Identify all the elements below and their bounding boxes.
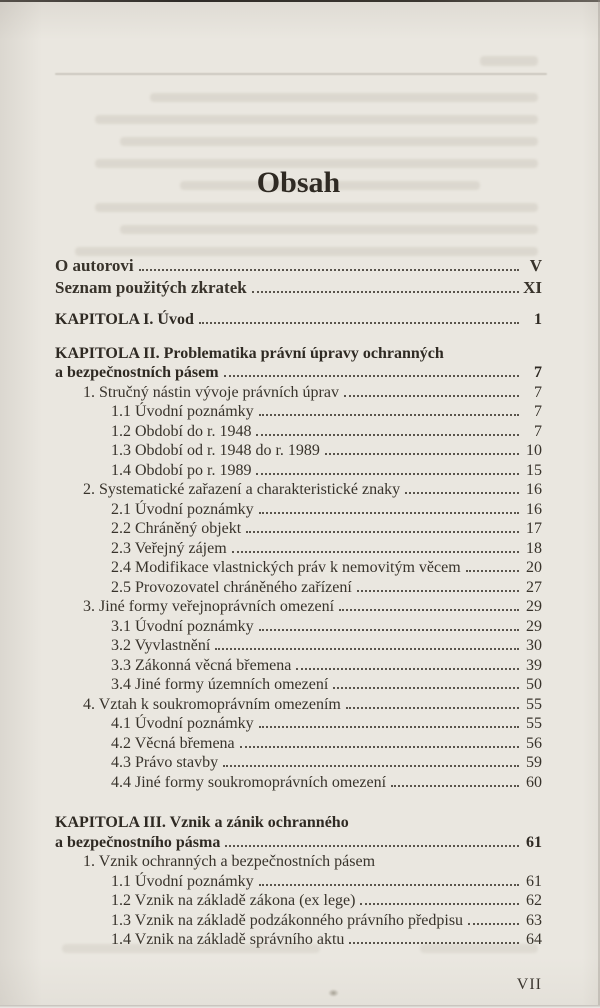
toc-entry-page: 1 bbox=[534, 311, 542, 328]
toc-entry-page: 7 bbox=[534, 403, 542, 420]
toc-entry-label: 3.3 Zákonná věcná břemena bbox=[111, 656, 292, 674]
toc-entry bbox=[55, 519, 542, 539]
dot-leader bbox=[391, 785, 519, 787]
toc-entry bbox=[55, 930, 542, 950]
toc-entry bbox=[55, 383, 542, 403]
dot-leader bbox=[256, 434, 519, 436]
dot-leader bbox=[346, 707, 519, 709]
dot-leader bbox=[223, 765, 519, 767]
dot-leader bbox=[296, 668, 519, 670]
dot-leader bbox=[259, 512, 519, 514]
dot-leader bbox=[240, 746, 519, 748]
toc-entry bbox=[55, 714, 542, 734]
toc-entry-label: 1.4 Vznik na základě správního aktu bbox=[111, 931, 345, 948]
toc-entry bbox=[55, 480, 542, 500]
dot-leader bbox=[256, 473, 519, 475]
toc-entry-page: 7 bbox=[534, 422, 542, 440]
dot-leader bbox=[357, 590, 519, 592]
toc-entry-page: 39 bbox=[526, 656, 542, 674]
dot-leader bbox=[215, 648, 519, 650]
toc-entry-label: 4.1 Úvodní poznámky bbox=[111, 715, 254, 732]
toc-entry-list bbox=[55, 310, 542, 950]
dot-leader bbox=[344, 395, 519, 397]
toc-entry bbox=[55, 558, 542, 578]
dot-leader bbox=[139, 269, 519, 271]
toc-entry-label: O autorovi bbox=[55, 256, 134, 275]
toc-entry-page: 17 bbox=[526, 520, 542, 537]
toc-entry bbox=[55, 833, 542, 853]
toc-entry-page: 63 bbox=[526, 911, 542, 929]
toc-entry-page: 16 bbox=[526, 500, 542, 518]
toc-entry-label: 1. Stručný nástin vývoje právních úprav bbox=[83, 383, 339, 401]
toc-entry bbox=[55, 363, 542, 383]
toc-entry bbox=[55, 813, 542, 833]
toc-entry-page: 7 bbox=[534, 383, 542, 401]
toc-entry bbox=[55, 500, 542, 520]
toc-entry-page: 7 bbox=[534, 364, 542, 381]
dot-leader bbox=[349, 942, 519, 944]
toc-entry bbox=[55, 461, 542, 481]
toc-entry bbox=[55, 422, 542, 442]
toc-entry bbox=[55, 753, 542, 773]
toc-entry-page: V bbox=[529, 256, 542, 275]
toc-entry bbox=[55, 695, 542, 715]
toc-entry bbox=[55, 441, 542, 461]
page-number: VII bbox=[516, 975, 542, 993]
toc-entry-label: 1.3 Období od r. 1948 do r. 1989 bbox=[111, 442, 320, 459]
toc-entry-page: 50 bbox=[526, 676, 542, 693]
toc-entry bbox=[55, 578, 542, 598]
toc-entry-label: 4.4 Jiné formy soukromoprávních omezení bbox=[111, 773, 387, 791]
toc-entry-label: 2.1 Úvodní poznámky bbox=[111, 500, 254, 518]
toc-entry-page: 18 bbox=[526, 539, 542, 557]
dot-leader bbox=[466, 570, 519, 572]
toc-entry-label: 4. Vztah k soukromoprávním omezením bbox=[83, 695, 341, 713]
toc-entry-page: 55 bbox=[526, 715, 542, 732]
toc-entry bbox=[55, 773, 542, 793]
toc-entry-page: 15 bbox=[526, 461, 542, 479]
page-title: Obsah bbox=[256, 166, 341, 199]
dot-leader bbox=[259, 884, 519, 886]
dot-leader bbox=[259, 726, 519, 728]
toc-entry bbox=[55, 891, 542, 911]
toc-entry-page: 64 bbox=[526, 931, 542, 948]
toc-entry-label: 1.2 Vznik na základě zákona (ex lege) bbox=[111, 892, 356, 909]
toc-entry bbox=[55, 656, 542, 676]
toc-entry-label: 1.1 Úvodní poznámky bbox=[111, 403, 254, 420]
toc-entry-page: 29 bbox=[526, 598, 542, 615]
toc-entry-label: 4.3 Právo stavby bbox=[111, 754, 219, 771]
toc-entry-page: 61 bbox=[526, 833, 542, 851]
toc-entry-page: 16 bbox=[526, 481, 542, 498]
toc-entry bbox=[55, 402, 542, 422]
toc-entry-label: 1. Vznik ochranných a bezpečnostních pásem bbox=[83, 853, 376, 870]
toc-entry-page: 62 bbox=[526, 892, 542, 909]
dot-leader bbox=[199, 322, 519, 324]
toc-entry-label: 1.1 Úvodní poznámky bbox=[111, 872, 254, 890]
toc-entry bbox=[55, 310, 542, 330]
front-matter-list bbox=[55, 255, 542, 299]
toc-entry-label: a bezpečnostních pásem bbox=[55, 364, 219, 381]
toc-entry-page: 27 bbox=[526, 578, 542, 596]
toc-entry-label: Seznam použitých zkratek bbox=[55, 278, 247, 297]
dot-leader bbox=[333, 687, 519, 689]
toc-entry-label: 2.2 Chráněný objekt bbox=[111, 520, 242, 537]
toc-entry bbox=[55, 255, 542, 277]
toc-entry-label: 1.4 Období po r. 1989 bbox=[111, 461, 252, 479]
toc-entry-page: 56 bbox=[526, 734, 542, 752]
dot-leader bbox=[232, 551, 519, 553]
toc-entry bbox=[55, 872, 542, 892]
toc-entry-label: KAPITOLA I. Úvod bbox=[55, 311, 194, 328]
dot-leader bbox=[360, 903, 519, 905]
toc-entry bbox=[55, 539, 542, 559]
toc-entry-page: XI bbox=[523, 278, 542, 297]
toc-entry-page: 60 bbox=[526, 773, 542, 791]
toc-entry-label: KAPITOLA II. Problematika právní úpravy ochranných bbox=[55, 344, 444, 362]
toc-entry-page: 29 bbox=[526, 617, 542, 635]
dot-leader bbox=[224, 375, 519, 377]
toc-entry-label: a bezpečnostního pásma bbox=[55, 833, 221, 851]
toc-entry bbox=[55, 911, 542, 931]
dot-leader bbox=[259, 414, 519, 416]
toc-entry-label: 3.4 Jiné formy územních omezení bbox=[111, 676, 329, 693]
toc-entry bbox=[55, 597, 542, 617]
dot-leader bbox=[325, 453, 519, 455]
toc-entry-label: 1.2 Období do r. 1948 bbox=[111, 422, 252, 440]
dot-leader bbox=[339, 609, 519, 611]
dot-leader bbox=[246, 531, 519, 533]
toc-entry-label: 3.2 Vyvlastnění bbox=[111, 637, 211, 654]
toc-entry-label: 2. Systematické zařazení a charakteristické znaky bbox=[83, 481, 401, 498]
toc-entry-label: 3. Jiné formy veřejnoprávních omezení bbox=[83, 598, 335, 615]
toc-entry-page: 30 bbox=[526, 637, 542, 654]
toc-entry-page: 10 bbox=[526, 442, 542, 459]
toc-entry-label: 2.5 Provozovatel chráněného zařízení bbox=[111, 578, 352, 596]
toc-entry-page: 55 bbox=[526, 695, 542, 713]
dot-leader bbox=[252, 291, 519, 293]
toc-entry-page: 59 bbox=[526, 754, 542, 771]
toc-entry-label: 3.1 Úvodní poznámky bbox=[111, 617, 254, 635]
dot-leader bbox=[468, 923, 519, 925]
toc-entry-label: 2.3 Veřejný zájem bbox=[111, 539, 227, 557]
dot-leader bbox=[225, 845, 519, 847]
toc-entry bbox=[55, 277, 542, 299]
toc-entry bbox=[55, 636, 542, 656]
toc-entry-label: 1.3 Vznik na základě podzákonného právního předpisu bbox=[111, 911, 464, 929]
toc-entry-page: 61 bbox=[526, 872, 542, 890]
toc-entry-page: 20 bbox=[526, 559, 542, 576]
toc-entry bbox=[55, 675, 542, 695]
toc-entry-label: 2.4 Modifikace vlastnických práv k nemovitým věcem bbox=[111, 559, 461, 576]
toc-entry bbox=[55, 734, 542, 754]
toc-entry bbox=[55, 852, 542, 872]
toc-entry-label: KAPITOLA III. Vznik a zánik ochranného bbox=[55, 814, 349, 831]
toc-entry-label: 4.2 Věcná břemena bbox=[111, 734, 235, 752]
toc-entry bbox=[55, 617, 542, 637]
dot-leader bbox=[405, 492, 519, 494]
toc-entry bbox=[55, 344, 542, 364]
dot-leader bbox=[259, 629, 519, 631]
